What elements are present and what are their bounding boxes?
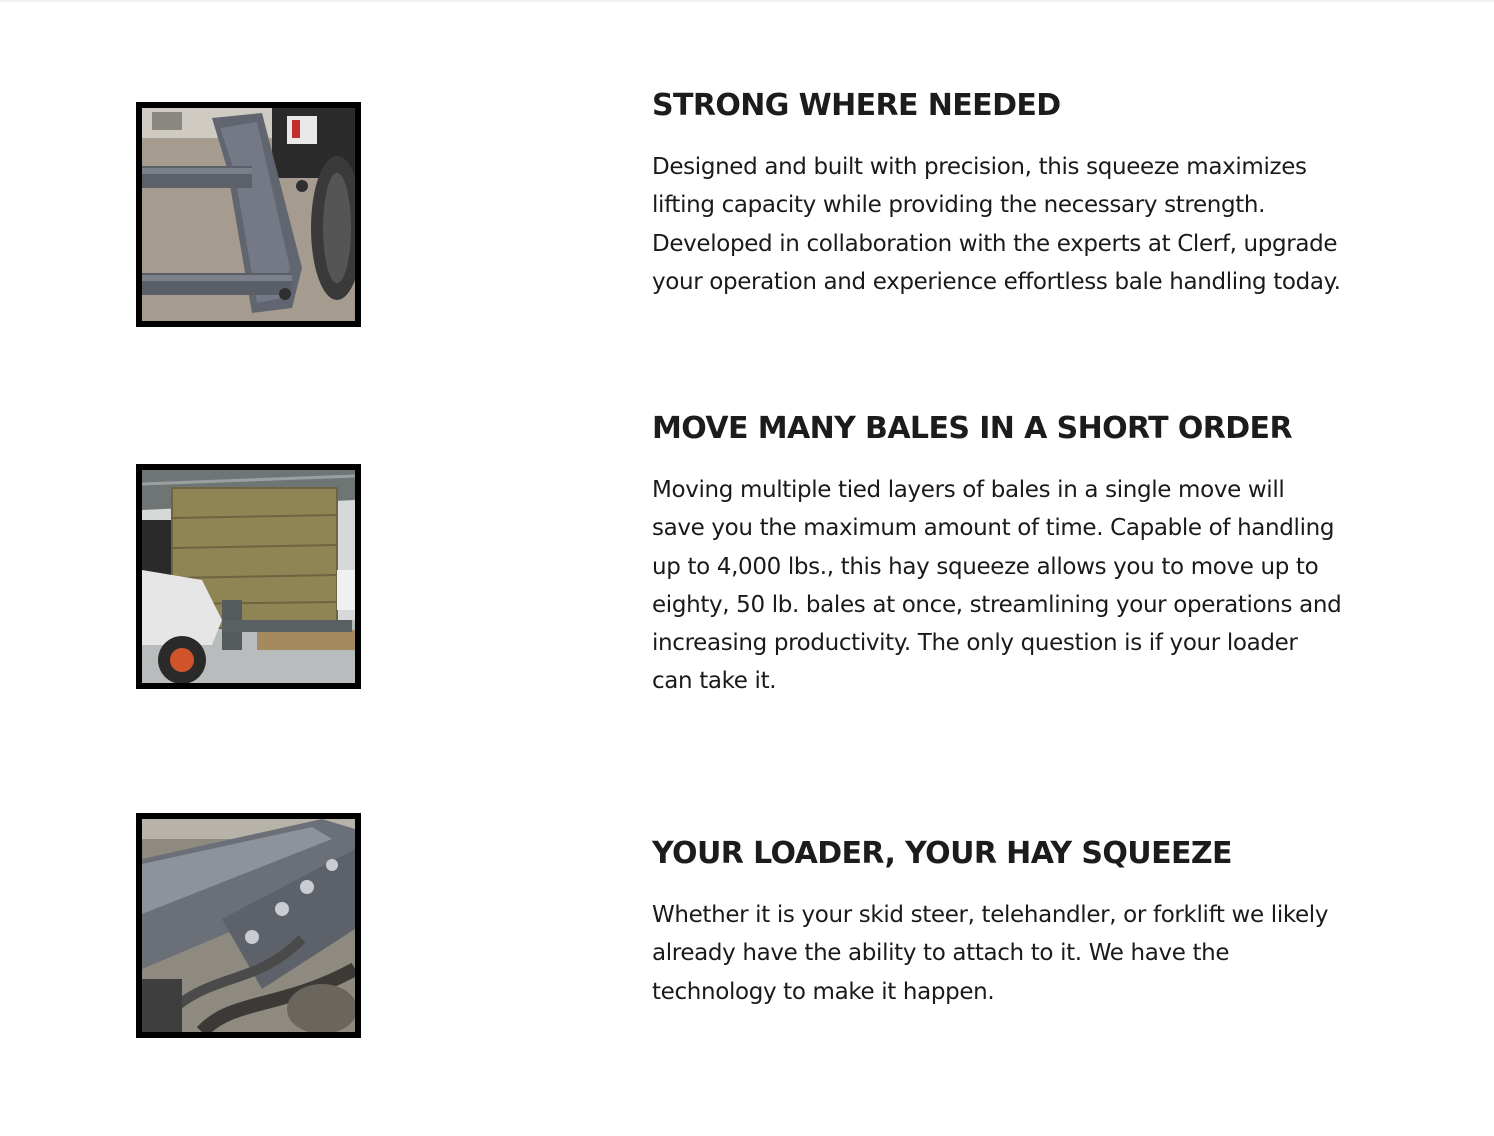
- feature-heading: STRONG WHERE NEEDED: [652, 88, 1061, 123]
- top-divider: [0, 0, 1494, 2]
- loader-lifting-bales-image: [142, 470, 355, 683]
- attachment-cylinder-closeup-image: [142, 819, 355, 1032]
- attachment-cylinder-closeup-photo: [136, 813, 361, 1038]
- feature-description: Moving multiple tied layers of bales in a single move will save you the maximum amount of time. Capable of handling up to 4,000 lbs., this hay squeeze allows you to move up to eighty, 50 lb. bales at once, streamlining your operations and increasing productivity. The only question is if your loader can take it.: [652, 477, 1342, 695]
- hay-squeeze-frame-image: [142, 108, 355, 321]
- feature-heading: YOUR LOADER, YOUR HAY SQUEEZE: [652, 836, 1232, 871]
- loader-lifting-bales-photo: [136, 464, 361, 689]
- feature-description: Designed and built with precision, this squeeze maximizes lifting capacity while providing the necessary strength. Developed in collaboration with the experts at Clerf, upgrade your operation and experience effortless bale handling today.: [652, 154, 1341, 295]
- hay-squeeze-frame-photo: [136, 102, 361, 327]
- feature-description: Whether it is your skid steer, telehandler, or forklift we likely already have the ability to attach to it. We have the technology to make it happen.: [652, 902, 1329, 1005]
- feature-heading: MOVE MANY BALES IN A SHORT ORDER: [652, 411, 1292, 446]
